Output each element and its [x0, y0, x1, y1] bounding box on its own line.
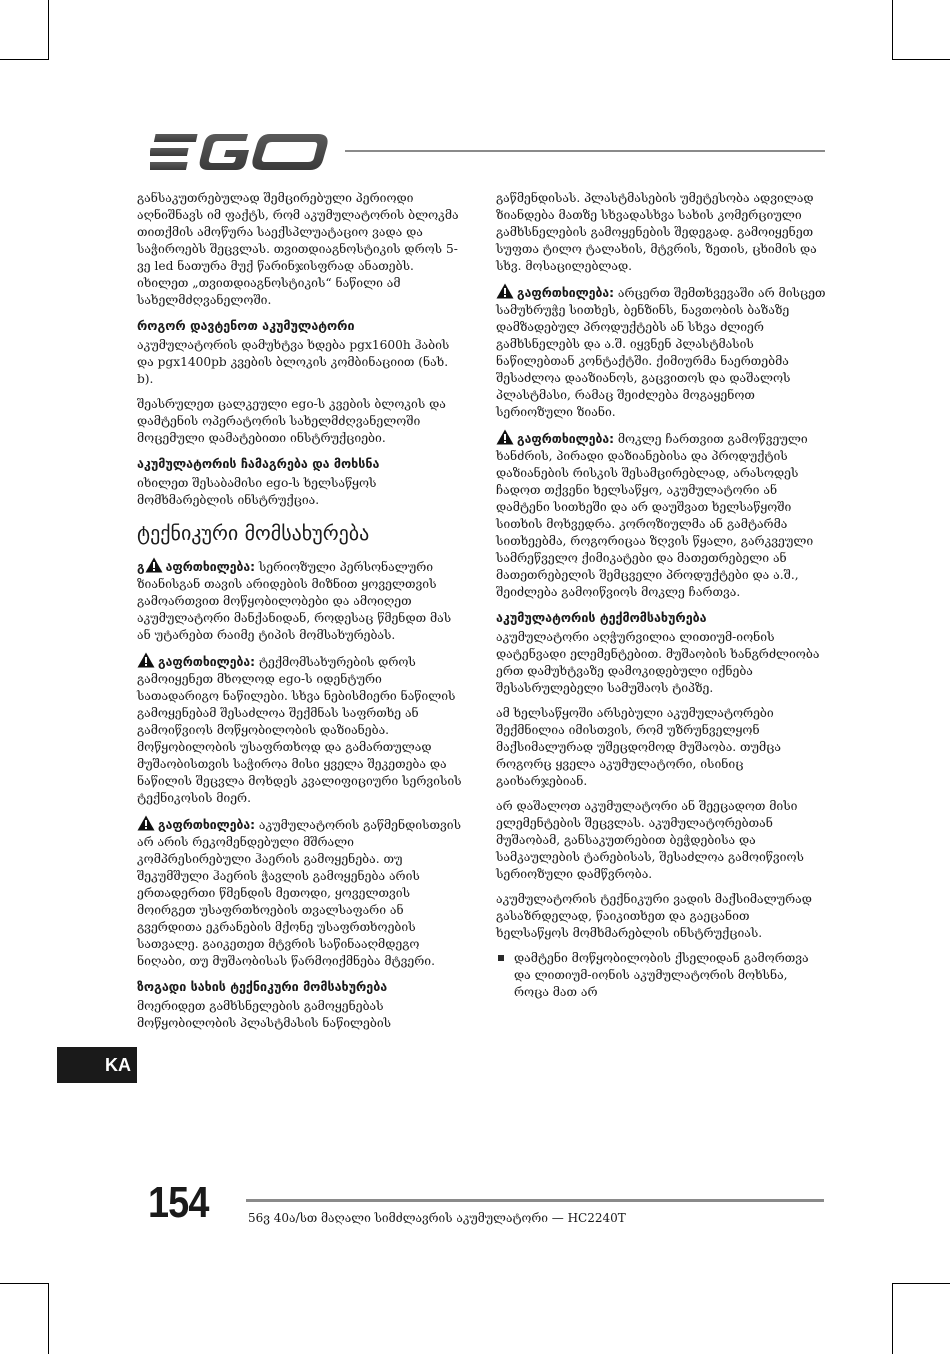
section-title: ტექნიკური მომსახურება [137, 521, 370, 545]
crop-mark [892, 0, 893, 60]
bullet-text: დამტენი მოწყობილობის ქსელიდან გამორთვა და ლითიუმ-იონის აკუმულატორის მოხსნა, როცა მათ არ [514, 951, 809, 999]
warning-triangle-icon [137, 815, 155, 831]
crop-mark [48, 1283, 49, 1354]
crop-mark [892, 59, 950, 60]
heading-install: აკუმულატორის ჩამაგრება და მოხსნა [137, 456, 380, 471]
warning-1-prefix: გ [137, 560, 145, 574]
intro-paragraph: განსაკუთრებულად შემცირებული პერიოდი აღნიშნავს იმ ფაქტს, რომ აკუმულატორის ბლოკმა თითქმის ამოწურა საექსპლუატაციო ვადა და საჭიროებს შეცვლას. თვითდიაგნოსტიკის დროს 5-ვე led ნათურა მუქ წარინჯისფრად ანათებს. იხილეთ „თვითდიაგნოსტიკის“ ნაწილი ამ სახელმძღვანელოში. [137, 191, 459, 307]
warning-4-label: გაფრთხილება: [517, 286, 614, 300]
warning-triangle-icon [137, 652, 155, 668]
warning-5-text: მოკლე ჩართვით გამოწვეული ხანძრის, პირადი დაზიანებისა და პროდუქტის დაზიანების რისკის შესამცირებლად, არასოდეს ჩადოთ თქვენი ხელსაწყო, აკუმულატორი ან დამტენი სითხეში და არ დაუშვათ ხელსაწყოში სითხის მოხვედრა. კოროზიულმა ან გამტარმა სითხეებმა, როგორიცაა ზღვის წყალი, გარკვეული სამრეწველო ქიმიკატები და მათეთრებელი ან მათეთრებელის შემცველი პროდუქტები და ა.შ., შეიძლება გამოიწვიოს მოკლე ჩართვა. [496, 432, 814, 599]
continued-paragraph: გაწმენდისას. პლასტმასების უმეტესობა ადვილად ზიანდება მათზე სხვადასხვა სახის კომერციული გამხსნელების გამოყენების შედეგად. გამოიყენეთ სუფთა ტილო ტალახის, მტვრის, ზეთის, ცხიმის და სხვ. მოსაცილებლად. [496, 191, 817, 273]
warning-2-text: ტექმომსახურების დროს გამოიყენეთ მხოლოდ ego-ს იდენტური სათადარიგო ნაწილები. სხვა ნებისმიერი ნაწილის გამოყენებამ შესაძლოა შექმნას საფრთხე ან გამოიწვიოს მოწყობილობის დაზიანება. მოწყობილობის უსაფრთხოდ და გამართულად მუშაობისთვის საჭიროა მისი ყველა შეკეთება და ნაწილის შეცვლა მოხდეს კვალიფიციური სერვისის ტექნიკოსის მიერ. [137, 655, 462, 805]
warning-3-text: აკუმულატორის გაწმენდისთვის არ არის რეკომენდებული მშრალი კომპრესირებული ჰაერის გამოყენება. თუ შეკუმშული ჰაერის ჭავლის გამოყენება არის ერთადერთი წმენდის მეთოდი, ყოველთვის მოირგეთ უსაფრთხოების თვალსაფარი ან გვერდითა ეკრანების მქონე უსაფრთხოების სათვალე. გაიკეთეთ მტვრის საწინააღმდეგო ნიღაბი, თუ მუშაობისას წარმოიქმნება მტვერი. [137, 818, 461, 968]
warning-triangle-icon [496, 429, 514, 445]
battery-paragraph-1: აკუმულატორი აღჭურვილია ლითიუმ-იონის დატენვადი ელემენტებით. მუშაობის ხანგრძლიობა ერთ დამუხტვაზე დამოკიდებული იქნება შესასრულებელი სამუშაოს ტიპზე. [496, 630, 820, 695]
footer-rule [246, 1199, 824, 1202]
battery-paragraph-4: აკუმულატორის ტექნიკური ვადის მაქსიმალურად გასაზრდელად, წაიკითხეთ და გაეცანით ხელსაწყოს მომხმარებლის ინსტრუქციას. [496, 892, 812, 940]
warning-1-label: აფრთხილება: [165, 560, 255, 574]
warning-2 [137, 652, 467, 807]
charge-paragraph-1: აკუმულატორის დამუხტვა ხდება pgx1600h ჰაბის და pgx1400pb კვების ბლოკის კომბინაციით (ნახ. b). [137, 338, 450, 386]
warning-3-label: გაფრთხილება: [158, 818, 255, 832]
general-paragraph: მოერიდეთ გამხსნელების გამოყენებას მოწყობილობის პლასტმასის ნაწილების [137, 999, 392, 1030]
warning-triangle-icon [145, 557, 163, 573]
crop-mark [892, 1283, 950, 1284]
heading-battery-service: აკუმულატორის ტექმომსახურება [496, 610, 707, 625]
square-bullet-icon [498, 955, 504, 961]
page-number: 154 [148, 1178, 209, 1227]
crop-mark [48, 0, 49, 60]
right-column [496, 190, 826, 1001]
crop-mark [892, 1283, 893, 1354]
footer-product-line: 56ვ 40ა/სთ მაღალი სიმძლავრის აკუმულატორი — HC2240T [248, 1211, 626, 1225]
list-item [496, 950, 826, 1001]
warning-5-label: გაფრთხილება: [517, 432, 614, 446]
heading-charge: როგორ დავტენოთ აკუმულატორი [137, 318, 355, 333]
warning-1 [137, 557, 467, 644]
battery-paragraph-2: ამ ხელსაწყოში არსებული აკუმულატორები შექმნილია იმისთვის, რომ უზრუნველყონ მაქსიმალურად უშეცდომოდ მუშაობა. თუმცა როგორც ყველა აკუმულატორი, ისინიც გაიხარჯებიან. [496, 706, 781, 788]
charge-paragraph-2: შეასრულეთ ცალკეული ego-ს კვების ბლოკის და დამტენის ოპერატორის სახელმძღვანელოში მოცემული დამატებითი ინსტრუქციები. [137, 397, 446, 445]
ego-logo [150, 132, 332, 172]
warning-4-text: არცერთ შემთხვევაში არ მისცეთ სამუხრუჭე სითხეს, ბენზინს, ნავთობის ბაზაზე დამზადებულ პროდუქტებს ან სხვა ძლიერ გამხსნელებს და ა.შ. იყვნენ პლასტმასის ნაწილებთან კონტაქტში. ქიმიურმა ნაერთებმა შესაძლოა დააზიანოს, გაცვითოს და დაშალოს პლასტმასი, რამაც შეიძლება მოგაყენოთ სერიოზული ზიანი. [496, 286, 826, 419]
install-paragraph: იხილეთ შესაბამისი ego-ს ხელსაწყოს მომხმარებლის ინსტრუქცია. [137, 476, 377, 507]
heading-general: ზოგადი სახის ტექნიკური მომსახურება [137, 979, 388, 994]
warning-2-label: გაფრთხილება: [158, 655, 255, 669]
warning-1-text: სერიოზული პერსონალური ზიანისგან თავის არიდების მიზნით ყოველთვის გამოართვით მოწყობილობები და ამოიღეთ აკუმულატორი მანქანიდან, როდესაც წმენდთ მას ან უტარებთ რაიმე ტიპის მომსახურებას. [137, 560, 452, 642]
warning-4 [496, 283, 826, 421]
warning-3 [137, 815, 467, 970]
crop-mark [0, 59, 49, 60]
warning-triangle-icon [496, 283, 514, 299]
crop-mark [0, 1283, 49, 1284]
left-column [137, 190, 467, 1040]
warning-5 [496, 429, 826, 601]
battery-paragraph-3: არ დაშალოთ აკუმულატორი ან შეეცადოთ მისი ელემენტების შეცვლას. აკუმულატორებთან მუშაობამ, განსაკუთრებით ბეჭდებისა და სამკაულების ტარებისას, შესაძლოა გამოიწვიოს სერიოზული დამწვრობა. [496, 799, 804, 881]
battery-care-list [496, 950, 826, 1001]
language-tab: KA [57, 1047, 137, 1083]
header-rule [345, 150, 825, 152]
